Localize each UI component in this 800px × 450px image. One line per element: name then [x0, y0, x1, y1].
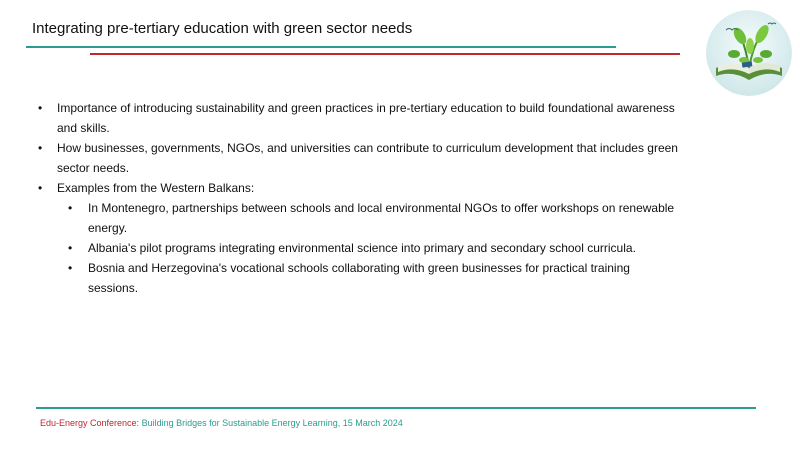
bullet-item	[38, 138, 678, 178]
bullet-marker: •	[68, 201, 73, 215]
bullet-list-container	[38, 98, 678, 298]
bullet-marker: •	[68, 241, 73, 255]
bullet-marker: •	[38, 141, 43, 155]
sub-bullet-item	[38, 198, 678, 238]
title-underline-teal	[26, 46, 616, 48]
bullet-text: Examples from the Western Balkans:	[57, 181, 255, 195]
bullet-text: How businesses, governments, NGOs, and universities can contribute to curriculum development that includes green sector needs.	[57, 141, 678, 175]
bullet-text: Importance of introducing sustainability and green practices in pre-tertiary education to build foundational awareness and skills.	[57, 101, 675, 135]
bullet-item	[38, 98, 678, 138]
bullet-marker: •	[38, 181, 43, 195]
sub-bullet-text: Albania's pilot programs integrating environmental science into primary and secondary school curricula.	[88, 241, 636, 255]
green-book-plants-icon	[706, 10, 792, 96]
sub-bullet-item	[38, 238, 678, 258]
slide-title: Integrating pre-tertiary education with green sector needs	[32, 20, 413, 37]
footer	[40, 418, 403, 428]
title-underline-red	[90, 53, 680, 55]
footer-text: Building Bridges for Sustainable Energy Learning, 15 March 2024	[141, 418, 403, 428]
footer-divider	[36, 407, 756, 409]
sub-bullet-text: Bosnia and Herzegovina's vocational schools collaborating with green businesses for practical training sessions.	[88, 261, 630, 295]
bullet-item	[38, 178, 678, 198]
footer-label: Edu-Energy Conference:	[40, 418, 140, 428]
bullet-marker: •	[68, 261, 73, 275]
sub-bullet-item	[38, 258, 678, 298]
bullet-marker: •	[38, 101, 43, 115]
bullet-list	[38, 98, 678, 298]
sub-bullet-text: In Montenegro, partnerships between schools and local environmental NGOs to offer workshops on renewable energy.	[88, 201, 675, 235]
